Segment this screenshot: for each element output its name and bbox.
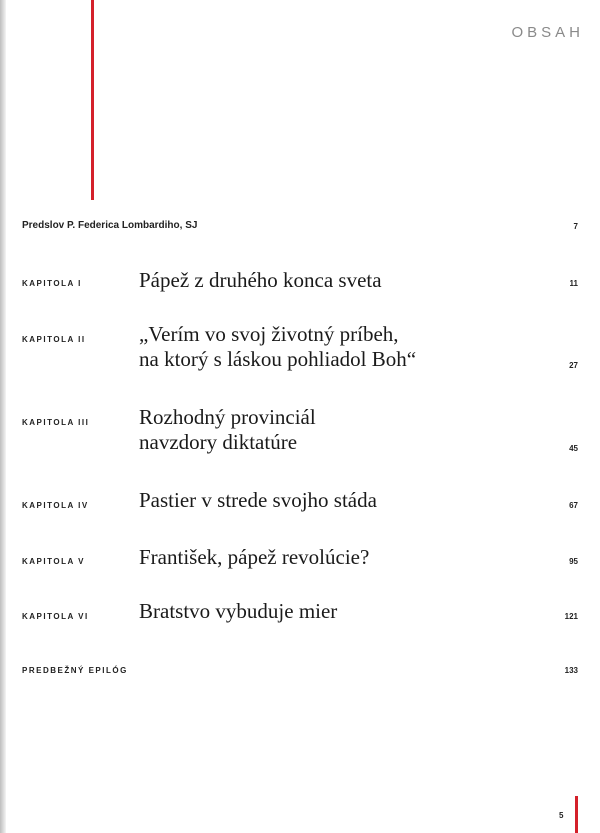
toc-entry-label: KAPITOLA V bbox=[22, 557, 86, 566]
toc-entry-title bbox=[139, 599, 539, 624]
accent-footer-rule bbox=[575, 796, 578, 833]
toc-entry-title-line: „Verím vo svoj životný príbeh, bbox=[139, 322, 399, 346]
toc-entry-page: 11 bbox=[569, 279, 578, 288]
toc-entry-page: 95 bbox=[569, 557, 578, 566]
toc-entry-title bbox=[139, 322, 539, 372]
page-title: OBSAH bbox=[511, 24, 584, 41]
toc-entry-page: 133 bbox=[564, 666, 578, 675]
toc-entry-page: 7 bbox=[573, 222, 578, 231]
toc-entry-label: KAPITOLA VI bbox=[22, 612, 89, 621]
toc-entry-label: PREDBEŽNÝ EPILÓG bbox=[22, 666, 128, 675]
toc-entry-label: KAPITOLA II bbox=[22, 335, 86, 344]
toc-entry-title-line: na ktorý s láskou pohliadol Boh“ bbox=[139, 347, 417, 371]
toc-entry-title-line: František, pápež revolúcie? bbox=[139, 545, 370, 569]
toc-entry-title-line: navzdory diktatúre bbox=[139, 430, 298, 454]
toc-entry-label: Predslov P. Federica Lombardiho, SJ bbox=[22, 220, 198, 231]
toc-entry-page: 27 bbox=[569, 361, 578, 370]
footer-page-number: 5 bbox=[559, 811, 564, 820]
toc-entry-title-line: Rozhodný provinciál bbox=[139, 405, 316, 429]
toc-entry-page: 45 bbox=[569, 444, 578, 453]
toc-entry-title-line: Pápež z druhého konca sveta bbox=[139, 268, 382, 292]
toc-entry-title-line: Pastier v strede svojho stáda bbox=[139, 488, 377, 512]
toc-entry-label: KAPITOLA III bbox=[22, 418, 90, 427]
toc-entry-page: 121 bbox=[564, 612, 578, 621]
toc-entry-title bbox=[139, 488, 539, 513]
toc-entry-title bbox=[139, 545, 539, 570]
toc-entry-title bbox=[139, 268, 539, 293]
toc-entry-page: 67 bbox=[569, 501, 578, 510]
toc-entry-title-line: Bratstvo vybuduje mier bbox=[139, 599, 338, 623]
toc-entry-label: KAPITOLA IV bbox=[22, 501, 89, 510]
toc-entry-label: KAPITOLA I bbox=[22, 279, 82, 288]
toc-entry-title bbox=[139, 405, 539, 455]
